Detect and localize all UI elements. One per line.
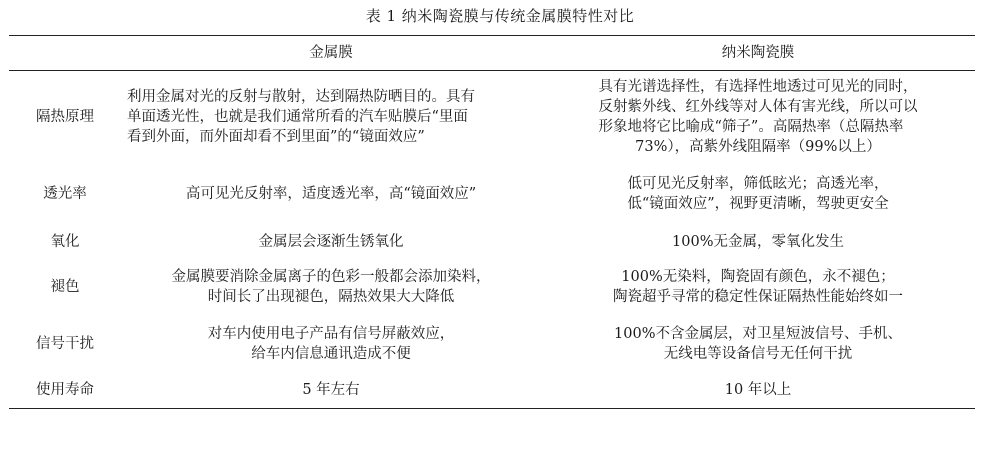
nano-ceramic-film-cell: [541, 163, 975, 225]
cell-line: 形象地将它比喻成“筛子”。高隔热率（总隔热率: [598, 118, 904, 135]
table-row-fading: [9, 259, 975, 315]
cell-line: 时间长了出现褪色，隔热效果大大降低: [207, 288, 455, 305]
cell-line: 100%不含金属层，对卫星短波信号、手机、: [614, 325, 902, 342]
cell-text: [127, 324, 535, 364]
cell-line: 反射紫外线、红外线等对人体有害光线，所以可以: [598, 98, 918, 115]
header-corner-cell: [9, 36, 121, 71]
metal-film-cell: [121, 259, 541, 315]
cell-line: 单面透光性，也就是我们通常所看的汽车贴膜后“里面: [127, 108, 468, 125]
cell-line: 金属层会逐渐生锈氧化: [258, 233, 404, 250]
row-label: 褪色: [50, 278, 80, 295]
cell-text: [547, 380, 969, 400]
cell-text: [547, 324, 969, 364]
cell-line: 金属膜要消除金属离子的色彩一般都会添加染料，: [171, 268, 491, 285]
metal-film-cell: [121, 225, 541, 259]
cell-text: [599, 77, 918, 157]
cell-text: [127, 87, 535, 147]
table-row-heat-insulation-principle: [9, 71, 975, 163]
cell-line: 无线电等设备信号无任何干扰: [663, 345, 853, 362]
table-row-service-life: [9, 373, 975, 409]
cell-line: 高可见光反射率，适度透光率，高“镜面效应”: [185, 185, 477, 202]
metal-film-cell: [121, 315, 541, 373]
row-label: 隔热原理: [36, 108, 94, 125]
nano-ceramic-film-cell: [541, 259, 975, 315]
cell-line: 5 年左右: [302, 382, 360, 399]
cell-line: 给车内信息通讯造成不便: [251, 345, 411, 362]
table-caption: 表 1 纳米陶瓷膜与传统金属膜特性对比: [365, 7, 635, 25]
header-nano-ceramic-film: 纳米陶瓷膜: [541, 36, 975, 71]
nano-ceramic-film-cell: [541, 71, 975, 163]
cell-text: [127, 380, 535, 400]
nano-ceramic-film-cell: [541, 315, 975, 373]
cell-line: 10 年以上: [724, 382, 792, 399]
cell-text: [547, 267, 969, 307]
metal-film-cell: [121, 163, 541, 225]
cell-text: [127, 267, 535, 307]
cell-line: 低可见光反射率，筛低眩光；高透光率，: [627, 175, 889, 192]
header-metal-film: 金属膜: [121, 36, 541, 71]
comparison-table: [9, 35, 975, 409]
row-label: 氧化: [50, 233, 80, 250]
table-header-row: [9, 36, 975, 71]
cell-line: 100%无染料，陶瓷固有颜色，永不褪色；: [621, 268, 895, 285]
nano-ceramic-film-cell: [541, 225, 975, 259]
cell-line: 73%），高紫外线阻隔率（99%以上）: [635, 138, 881, 155]
nano-ceramic-film-cell: [541, 373, 975, 409]
cell-text: [127, 184, 535, 204]
cell-line: 低“镜面效应”，视野更清晰，驾驶更安全: [627, 195, 889, 212]
cell-line: 看到外面，而外面却看不到里面”的“镜面效应”: [127, 128, 425, 145]
cell-line: 陶瓷超乎寻常的稳定性保证隔热性能始终如一: [613, 288, 903, 305]
cell-line: 对车内使用电子产品有信号屏蔽效应，: [207, 325, 455, 342]
table-row-light-transmittance: [9, 163, 975, 225]
metal-film-cell: [121, 373, 541, 409]
row-label: 使用寿命: [9, 373, 121, 409]
cell-text: [547, 174, 969, 214]
row-label: 透光率: [43, 185, 87, 202]
cell-line: 利用金属对光的反射与散射，达到隔热防晒目的。具有: [127, 88, 475, 105]
cell-line: 具有光谱选择性，有选择性地透过可见光的同时，: [598, 78, 918, 95]
cell-text: [547, 232, 969, 252]
cell-line: 100%无金属，零氧化发生: [672, 233, 844, 250]
table-row-oxidation: [9, 225, 975, 259]
cell-text: [127, 232, 535, 252]
table-row-signal-interference: [9, 315, 975, 373]
metal-film-cell: [121, 71, 541, 163]
row-label: 信号干扰: [36, 335, 94, 352]
